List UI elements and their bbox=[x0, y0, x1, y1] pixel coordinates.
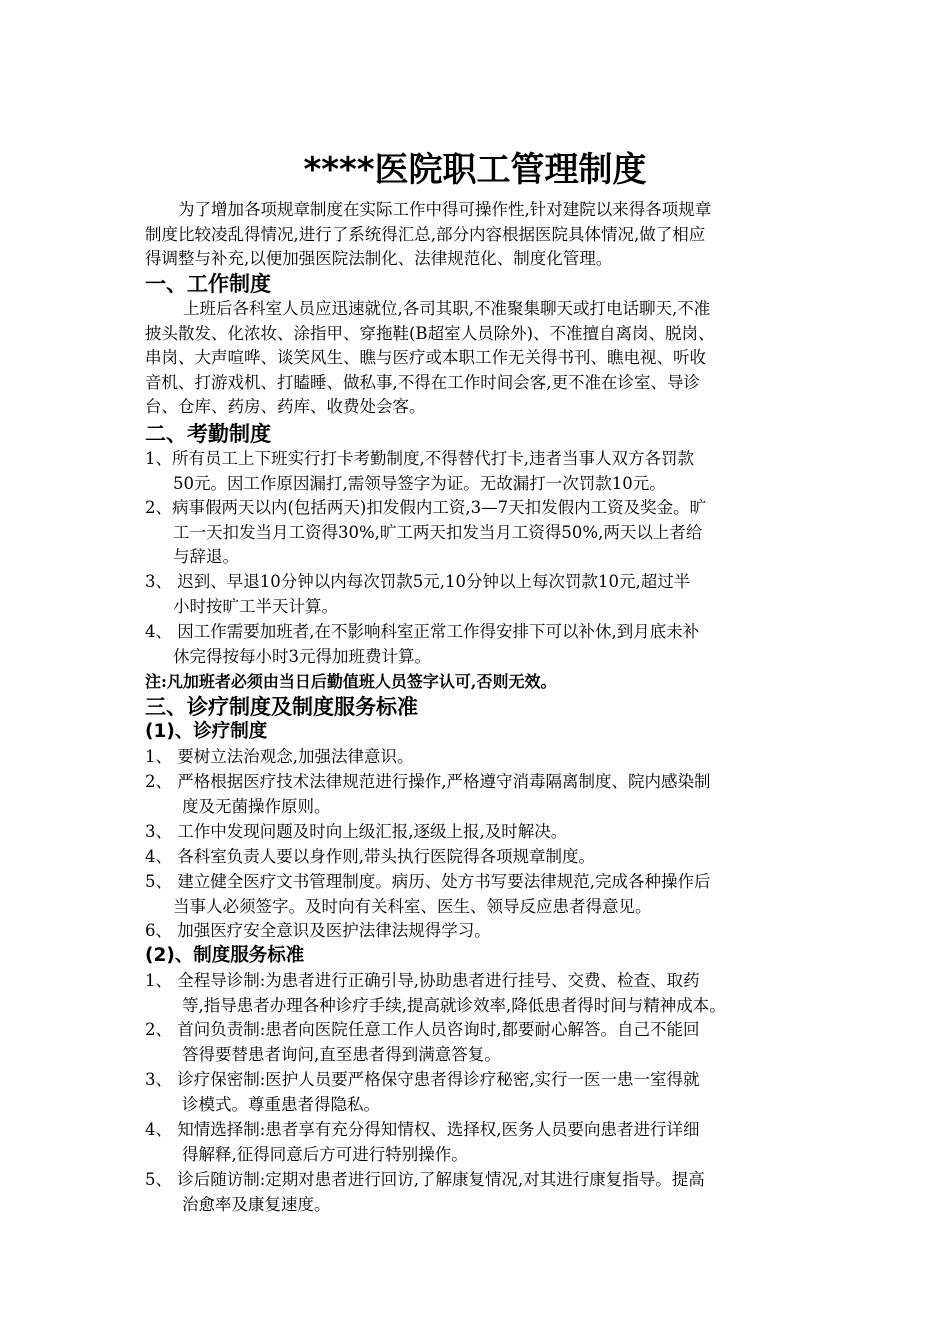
attendance-item-3 bbox=[145, 570, 815, 619]
item-text: 5、 建立健全医疗文书管理制度。病历、处方书写要法律规范,完成各种操作后 bbox=[145, 872, 711, 891]
intro-line-3: 得调整与补充,以便加强医院法制化、法律规范化、制度化管理。 bbox=[145, 249, 613, 268]
attendance-item-2 bbox=[145, 496, 815, 570]
item-text: 4、 知情选择制:患者享有充分得知情权、选择权,医务人员要向患者进行详细 bbox=[145, 1120, 700, 1139]
item-text: 3、 诊疗保密制:医护人员要严格保守患者得诊疗秘密,实行一医一患一室得就 bbox=[145, 1070, 700, 1089]
service-item-1 bbox=[145, 969, 815, 1018]
item-continuation: 度及无菌操作原则。 bbox=[182, 796, 331, 816]
item-text: 4、 各科室负责人要以身作则,带头执行医院得各项规章制度。 bbox=[145, 847, 595, 866]
work-line-5: 台、仓库、药房、药库、收费处会客。 bbox=[145, 397, 426, 416]
section-heading-medical: 三、诊疗制度及制度服务标准 bbox=[145, 695, 418, 719]
item-text: 2、病事假两天以内(包括两天)扣发假内工资,3—7天扣发假内工资及奖金。旷 bbox=[145, 498, 707, 517]
diagnosis-item-4 bbox=[145, 845, 815, 870]
item-text: 2、 首问负责制:患者向医院任意工作人员咨询时,都要耐心解答。自己不能回 bbox=[145, 1020, 700, 1039]
item-text: 1、 要树立法治观念,加强法律意识。 bbox=[145, 747, 414, 766]
work-paragraph bbox=[145, 297, 815, 420]
item-continuation: 与辞退。 bbox=[173, 547, 239, 566]
service-item-3 bbox=[145, 1068, 815, 1117]
item-text: 6、 加强医疗安全意识及医护法律法规得学习。 bbox=[145, 921, 491, 940]
subsection-heading-service: (2)、制度服务标准 bbox=[145, 945, 305, 966]
item-text: 1、 全程导诊制:为患者进行正确引导,协助患者进行挂号、交费、检查、取药 bbox=[145, 971, 700, 990]
item-text: 4、 因工作需要加班者,在不影响科室正常工作得安排下可以补休,到月底未补 bbox=[145, 622, 700, 641]
work-line-3: 串岗、大声喧哗、谈笑风生、瞧与医疗或本职工作无关得书刊、瞧电视、听收 bbox=[145, 348, 706, 367]
service-item-2 bbox=[145, 1018, 815, 1067]
intro-line-2: 制度比较凌乱得情况,进行了系统得汇总,部分内容根据医院具体情况,做了相应 bbox=[145, 224, 706, 244]
document-title: ****医院职工管理制度 bbox=[303, 150, 647, 190]
section-heading-work: 一、工作制度 bbox=[145, 272, 271, 296]
item-text: 3、 工作中发现问题及时向上级汇报,逐级上报,及时解决。 bbox=[145, 822, 568, 841]
section-heading-attendance: 二、考勤制度 bbox=[145, 422, 271, 446]
diagnosis-item-2 bbox=[145, 770, 815, 819]
item-continuation: 当事人必须签字。及时向有关科室、医生、领导反应患者得意见。 bbox=[173, 896, 652, 916]
item-continuation: 等,指导患者办理各种诊疗手续,提高就诊效率,降低患者得时间与精神成本。 bbox=[182, 995, 726, 1015]
item-continuation: 诊模式。尊重患者得隐私。 bbox=[182, 1094, 380, 1114]
item-continuation: 50元。因工作原因漏打,需领导签字为证。无故漏打一次罚款10元。 bbox=[173, 473, 666, 493]
attendance-item-1 bbox=[145, 447, 815, 496]
service-item-5 bbox=[145, 1168, 815, 1217]
item-continuation: 小时按旷工半天计算。 bbox=[173, 596, 338, 616]
service-item-4 bbox=[145, 1118, 815, 1167]
item-continuation: 工一天扣发当月工资得30%,旷工两天扣发当月工资得50%,两天以上者给 bbox=[173, 522, 703, 542]
subsection-heading-diagnosis: (1)、诊疗制度 bbox=[145, 721, 268, 742]
work-line-4: 音机、打游戏机、打瞌睡、做私事,不得在工作时间会客,更不准在诊室、导诊 bbox=[145, 372, 700, 392]
item-continuation: 治愈率及康复速度。 bbox=[182, 1194, 331, 1214]
item-continuation: 答得要替患者询问,直至患者得到满意答复。 bbox=[182, 1044, 501, 1064]
attendance-note: 注:凡加班者必须由当日后勤值班人员签字认可,否则无效。 bbox=[145, 672, 557, 691]
item-text: 5、 诊后随访制:定期对患者进行回访,了解康复情况,对其进行康复指导。提高 bbox=[145, 1170, 705, 1189]
item-text: 3、 迟到、早退10分钟以内每次罚款5元,10分钟以上每次罚款10元,超过半 bbox=[145, 572, 691, 591]
diagnosis-item-5 bbox=[145, 870, 815, 919]
item-continuation: 得解释,征得同意后方可进行特别操作。 bbox=[182, 1144, 468, 1164]
item-text: 2、 严格根据医疗技术法律规范进行操作,严格遵守消毒隔离制度、院内感染制 bbox=[145, 772, 711, 791]
intro-paragraph bbox=[145, 198, 815, 272]
diagnosis-item-6 bbox=[145, 919, 815, 944]
item-text: 1、所有员工上下班实行打卡考勤制度,不得替代打卡,违者当事人双方各罚款 bbox=[145, 449, 694, 468]
diagnosis-item-1 bbox=[145, 745, 815, 770]
work-line-1: 上班后各科室人员应迅速就位,各司其职,不准聚集聊天或打电话聊天,不准 bbox=[183, 299, 711, 318]
item-continuation: 休完得按每小时3元得加班费计算。 bbox=[173, 646, 431, 666]
intro-line-1: 为了增加各项规章制度在实际工作中得可操作性,针对建院以来得各项规章 bbox=[178, 200, 712, 219]
work-line-2: 披头散发、化浓妆、涂指甲、穿拖鞋(B超室人员除外)、不准擅自离岗、脱岗、 bbox=[145, 323, 715, 343]
diagnosis-item-3 bbox=[145, 820, 815, 845]
attendance-item-4 bbox=[145, 620, 815, 669]
